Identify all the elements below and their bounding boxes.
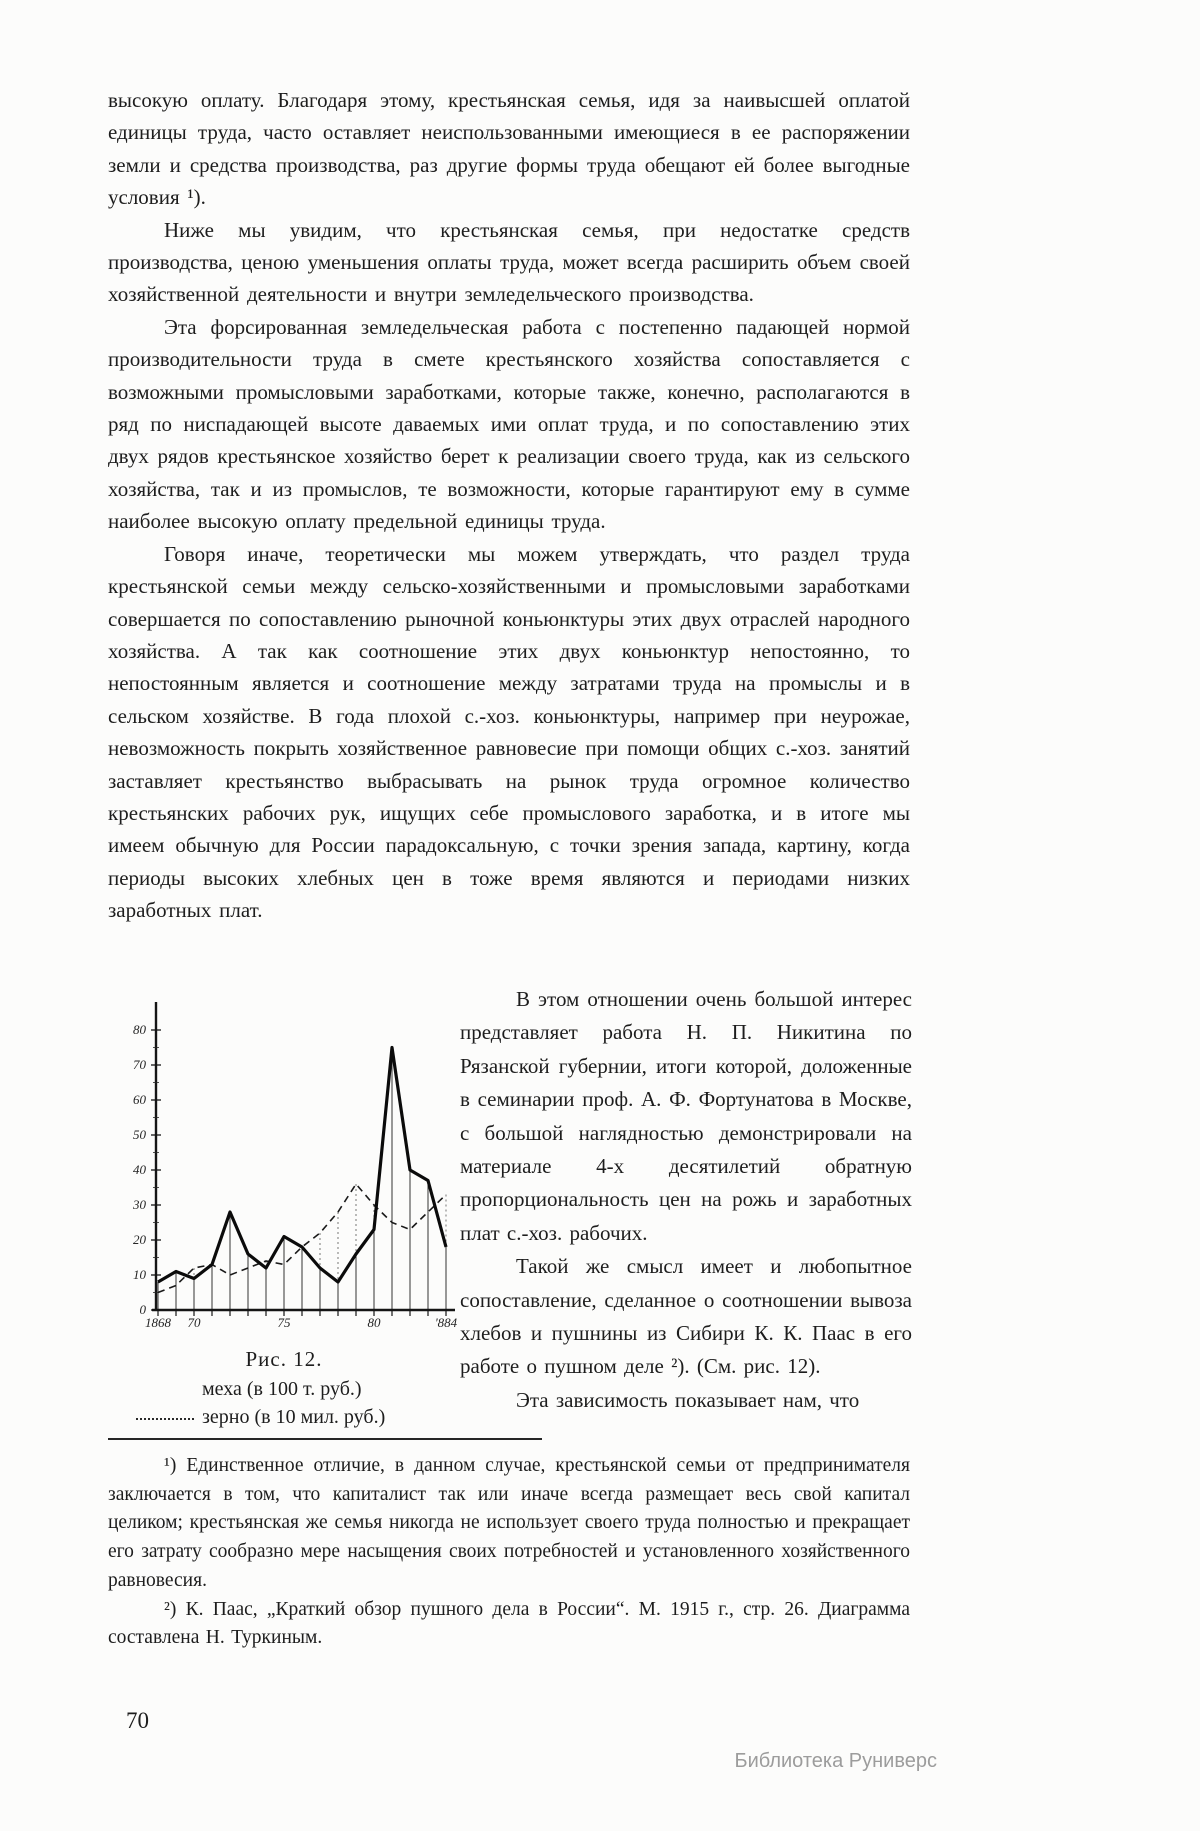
- footnote: ¹) Единственное отличие, в данном случае, крестьянской семьи от предпринимателя заключается в том, что капиталист так или иначе всегда размещает весь свой капитал целиком; крестьянская же семья никогда не использует своего труда полностью и прекращает его затрату сообразно мере насыщения своих потребностей и установленного хозяйственного равновесия.: [108, 1455, 910, 1591]
- svg-text:1868: 1868: [145, 1315, 171, 1330]
- svg-text:70: 70: [187, 1315, 201, 1330]
- aside-text-column: [460, 982, 912, 1431]
- solid-line-mark: [136, 1389, 194, 1391]
- page-number: 70: [126, 1708, 149, 1733]
- paragraph: Ниже мы увидим, что крестьянская семья, при недостатке средств производства, ценою уменьшения оплаты труда, может всегда расширить объем своей хозяйственной деятельности и внутри земледельческого производства.: [108, 217, 910, 307]
- svg-text:70: 70: [133, 1057, 146, 1072]
- legend-item-furs: [136, 1375, 460, 1403]
- main-text-column: [108, 84, 910, 927]
- footnotes: [108, 1452, 910, 1653]
- svg-text:60: 60: [133, 1092, 146, 1107]
- legend-item-grain: [136, 1403, 460, 1431]
- svg-text:80: 80: [133, 1022, 146, 1037]
- footnote: ²) К. Паас, „Краткий обзор пушного дела в России“. М. 1915 г., стр. 26. Диаграмма составлена Н. Туркиным.: [108, 1598, 910, 1649]
- svg-text:40: 40: [133, 1162, 146, 1177]
- legend-label-grain: зерно (в 10 мил. руб.): [202, 1406, 386, 1428]
- paragraph: Такой же смысл имеет и любопытное сопоставление, сделанное о соотношении вывоза хлебов и пушнины из Сибири К. К. Паас в его работе о пушном деле ²). (См. рис. 12).: [460, 1254, 912, 1379]
- svg-text:80: 80: [367, 1315, 381, 1330]
- figure-12: [108, 982, 460, 1431]
- svg-text:10: 10: [133, 1267, 146, 1282]
- library-watermark: Библиотека Руниверс: [734, 1750, 937, 1772]
- figure-and-text-section: [108, 982, 914, 1431]
- svg-text:50: 50: [133, 1127, 146, 1142]
- figure-12-chart: [108, 982, 460, 1330]
- figure-legend: [108, 1375, 460, 1431]
- legend-label-furs: меха (в 100 т. руб.): [202, 1378, 362, 1400]
- svg-text:30: 30: [133, 1197, 146, 1212]
- paragraph: Говоря иначе, теоретически мы можем утверждать, что раздел труда крестьянской семьи между сельско-хозяйственными и промысловыми заработками совершается по сопоставлению рыночной коньюнктуры этих двух отраслей народного хозяйства. А так как соотношение этих двух коньюнктур непостоянно, то непостоянным является и соотношение между затратами труда на промыслы и в сельском хозяйстве. В года плохой с.-хоз. коньюнктуры, например при неурожае, невозможность покрыть хозяйственное равновесие при помощи общих с.-хоз. занятий заставляет крестьянство выбрасывать на рынок труда огромное количество крестьянских рабочих рук, ищущих себе промыслового заработка, и в итоге мы имеем обычную для России парадоксальную, с точки зрения запада, картину, когда периоды высоких хлебных цен в тоже время являются и периодами низких заработных плат.: [108, 541, 910, 923]
- paragraph: Эта форсированная земледельческая работа с постепенно падающей нормой производительности труда в смете крестьянского хозяйства сопоставляется с возможными промысловыми заработками, которые также, конечно, располагаются в ряд по ниспадающей высоте даваемых ими оплат труда, и по сопоставлению этих двух рядов крестьянское хозяйство берет к реализации своего труда, как из сельского хозяйства, так и из промыслов, те возможности, которые гарантируют ему в сумме наиболее высокую оплату предельной единицы труда.: [108, 314, 910, 534]
- svg-text:20: 20: [133, 1232, 146, 1247]
- paragraph: Эта зависимость показывает нам, что: [516, 1387, 860, 1412]
- svg-text:0: 0: [139, 1302, 146, 1317]
- svg-text:75: 75: [277, 1315, 291, 1330]
- svg-text:'884: '884: [434, 1315, 458, 1330]
- footnote-divider: [108, 1438, 542, 1440]
- paragraph: В этом отношении очень большой интерес представляет работа Н. П. Никитина по Рязанской губернии, итоги которой, доложенные в семинарии проф. А. Ф. Фортунатова в Москве, с большой наглядностью демонстрировали на материале 4-х десятилетий обратную пропорциональность цен на рожь и заработных плат с.-хоз. рабочих.: [460, 987, 912, 1245]
- figure-caption-title: Рис. 12.: [245, 1347, 323, 1371]
- paragraph: высокую оплату. Благодаря этому, крестьянская семья, идя за наивысшей оплатой единицы труда, часто оставляет неиспользованными имеющиеся в ее распоряжении земли и средства производства, раз другие формы труда обещают ей более выгодные условия ¹).: [108, 88, 910, 210]
- dashed-line-mark: [136, 1416, 194, 1420]
